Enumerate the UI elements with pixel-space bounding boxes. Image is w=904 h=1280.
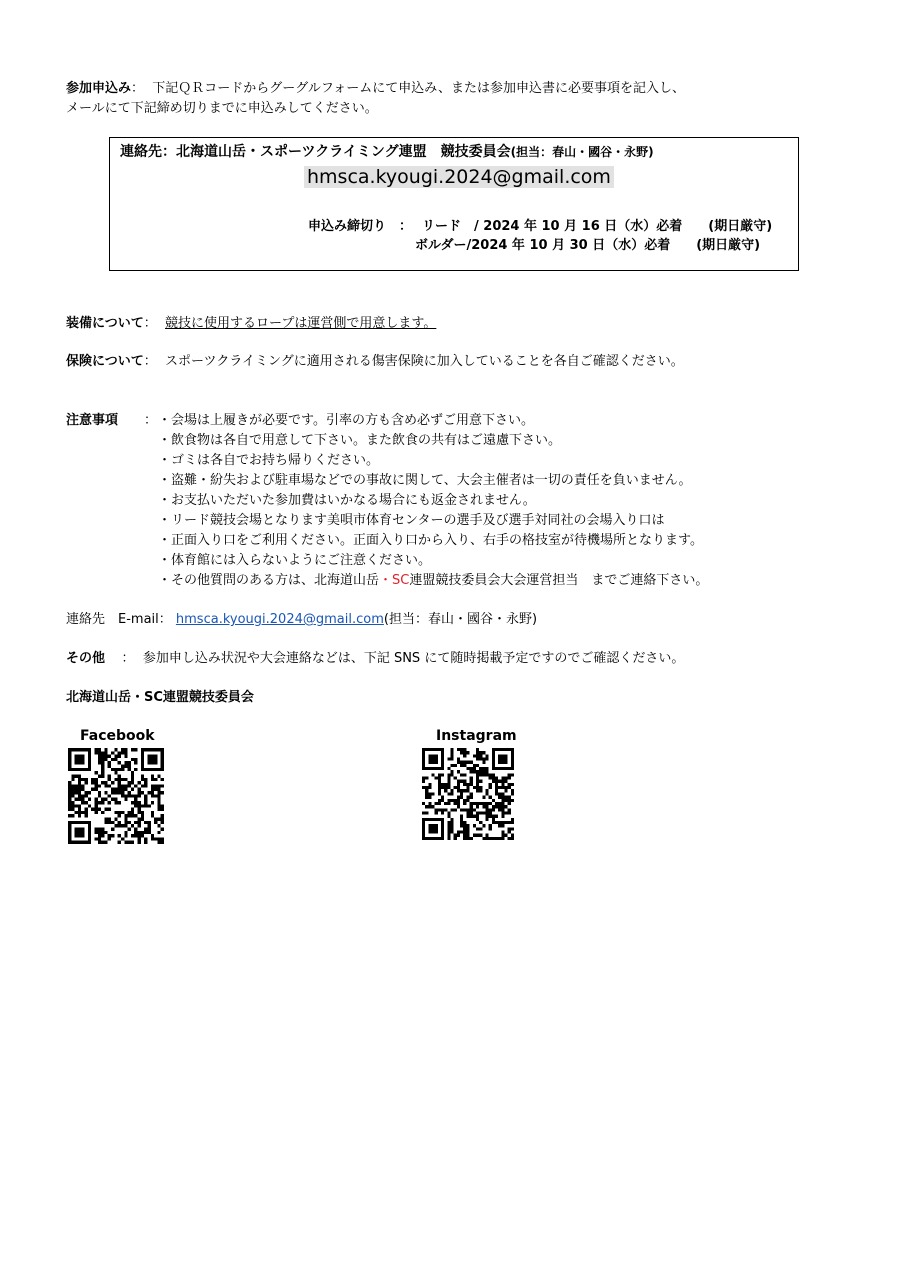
insurance-text: スポーツクライミングに適用される傷害保険に加入していることを各自ご確認ください。 bbox=[165, 354, 684, 369]
instagram-label: Instagram bbox=[436, 728, 517, 744]
contact-box bbox=[109, 137, 799, 271]
insurance-line bbox=[66, 352, 684, 372]
note-last-post: 連盟競技委員会大会運営担当 までご連絡下さい。 bbox=[409, 573, 709, 588]
notes-heading bbox=[66, 411, 118, 431]
contact-box-title bbox=[120, 141, 654, 161]
equipment-text: 競技に使用するロープは運営側で用意します。 bbox=[165, 316, 437, 331]
note-item: ・正面入り口をご利用ください。正面入り口から入り、右手の格技室が待機場所となります。 bbox=[158, 533, 703, 548]
other-text: 参加申し込み状況や大会連絡などは、下記 SNS にて随時掲載予定ですのでご確認ください。 bbox=[142, 651, 685, 666]
note-last-pre: ・その他質問のある方は、北海道山岳 bbox=[158, 573, 380, 588]
note-item-last bbox=[158, 571, 708, 591]
equipment-sep: ： bbox=[143, 316, 157, 331]
contact-line bbox=[66, 610, 537, 630]
deadline-boulder: ボルダー/2024 年 10 月 30 日（水）必着 (期日厳守) bbox=[415, 238, 761, 253]
contact-box-title-persons: (担当：春山・國谷・永野) bbox=[510, 145, 654, 159]
deadline-label: 申込み締切り ： bbox=[308, 219, 413, 234]
equipment-line bbox=[66, 314, 436, 334]
application-label: 参加申込み bbox=[66, 81, 132, 96]
application-sep: ： bbox=[131, 81, 145, 96]
note-item: ・体育館には入らないようにご注意ください。 bbox=[158, 553, 432, 568]
application-text-1: 下記ＱＲコードからグーグルフォームにて申込み、または参加申込書に必要事項を記入し、 bbox=[152, 81, 686, 96]
note-item: ・ゴミは各自でお持ち帰りください。 bbox=[158, 453, 380, 468]
facebook-qr-code-icon[interactable] bbox=[68, 748, 164, 844]
note-item: ・飲食物は各自で用意して下さい。また飲食の共有はご遠慮下さい。 bbox=[158, 433, 562, 448]
deadline-lead: リード / 2024 年 10 月 16 日（水）必着 (期日厳守) bbox=[422, 219, 773, 234]
note-item: ・リード競技会場となります美唄市体育センターの選手及び選手対同社の会場入り口は bbox=[158, 513, 665, 528]
notes-sep: ： bbox=[144, 413, 158, 428]
note-item: ・会場は上履きが必要です。引率の方も含め必ずご用意下さい。 bbox=[158, 413, 534, 428]
contact-line-label: 連絡先 E-mail： bbox=[66, 612, 172, 627]
notes-label: 注意事項 bbox=[66, 413, 119, 428]
insurance-label: 保険について bbox=[66, 354, 144, 369]
facebook-label: Facebook bbox=[80, 728, 155, 744]
note-item: ・お支払いただいた参加費はいかなる場合にも返金されません。 bbox=[158, 493, 536, 508]
contact-line-suffix: (担当：春山・國谷・永野) bbox=[383, 612, 538, 627]
equipment-label: 装備について bbox=[66, 316, 144, 331]
application-line-2: メールにて下記締め切りまでに申込みしてください。 bbox=[66, 101, 378, 116]
other-label: その他 bbox=[66, 651, 106, 666]
other-sep: ： bbox=[121, 651, 135, 666]
note-last-red: ・SC bbox=[379, 573, 410, 588]
other-line bbox=[66, 649, 684, 669]
organizer-name: 北海道山岳・SC連盟競技委員会 bbox=[66, 690, 254, 705]
note-item: ・盗難・紛失および駐車場などでの事故に関して、大会主催者は一切の責任を負いません。 bbox=[158, 473, 692, 488]
contact-box-title-main: 連絡先：北海道山岳・スポーツクライミング連盟 競技委員会 bbox=[120, 144, 511, 160]
instagram-qr-code-icon[interactable] bbox=[422, 748, 514, 840]
application-line-1 bbox=[66, 79, 685, 99]
contact-email-link[interactable]: hmsca.kyougi.2024@gmail.com bbox=[175, 612, 384, 627]
contact-box-email[interactable]: hmsca.kyougi.2024@gmail.com bbox=[304, 166, 614, 188]
insurance-sep: ： bbox=[143, 354, 157, 369]
